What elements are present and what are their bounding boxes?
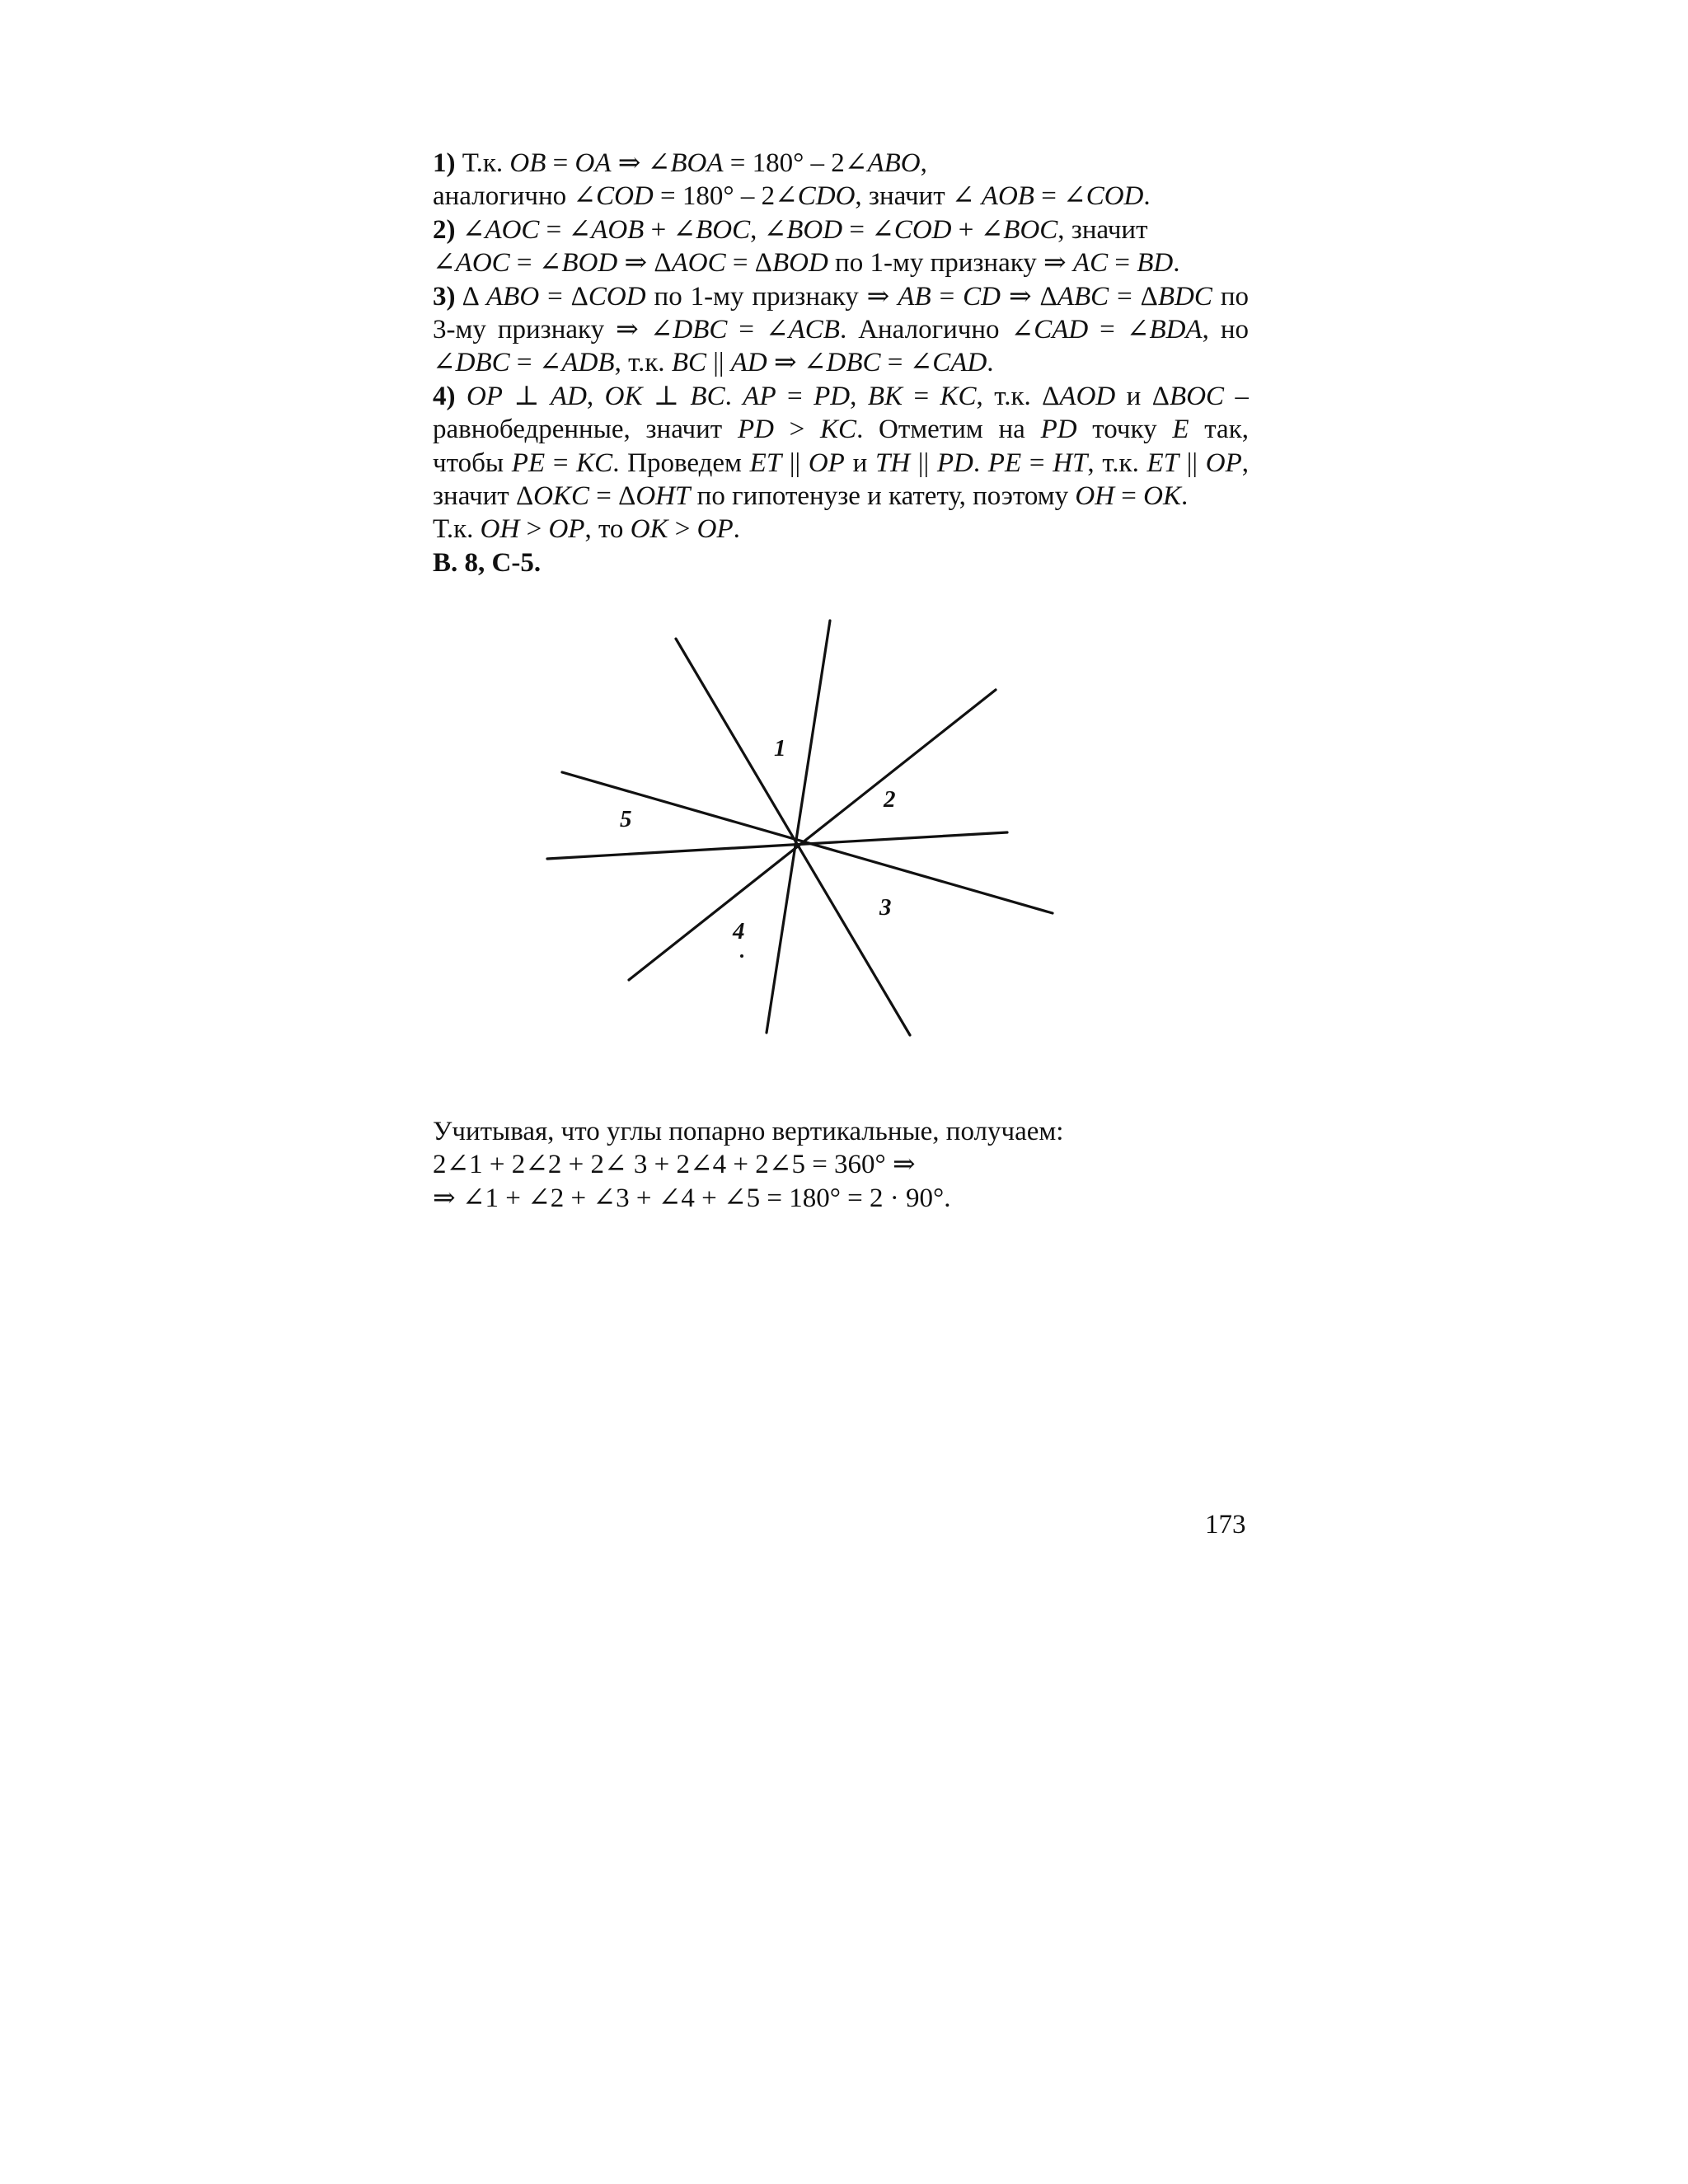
- ray-line-2: [767, 621, 830, 1033]
- text-run: Т.к.: [433, 514, 481, 545]
- text-run: =: [776, 381, 814, 411]
- text-run: чтобы: [433, 448, 512, 478]
- text-run: ⇒ ∠: [767, 348, 827, 378]
- text-run: , т.к. Δ: [976, 381, 1060, 411]
- text-run: ||: [910, 448, 937, 478]
- text-run: .: [1143, 181, 1151, 212]
- text-run: ABO: [486, 281, 540, 312]
- text-run: + ∠: [644, 214, 696, 245]
- text-run: DBC: [826, 348, 881, 378]
- solution-line: [433, 180, 1249, 213]
- text-run: PD: [936, 448, 973, 478]
- text-run: ,: [850, 381, 868, 411]
- angle-label-5: 5: [620, 806, 632, 832]
- text-run: OP: [548, 514, 585, 545]
- text-run: –: [1224, 381, 1249, 411]
- text-run: BC: [671, 348, 706, 378]
- text-run: ACB: [788, 314, 840, 344]
- text-run: COD: [588, 281, 646, 312]
- text-run: . Отметим на: [856, 415, 1041, 445]
- text-run: , значит: [1057, 214, 1148, 245]
- angle-label-3: 3: [879, 894, 892, 921]
- text-run: 4): [433, 381, 456, 411]
- text-run: HT: [1053, 448, 1088, 478]
- text-run: =: [1021, 448, 1053, 478]
- text-run: ,: [586, 381, 605, 411]
- text-run: OKC: [533, 480, 590, 511]
- text-run: по: [1212, 281, 1249, 312]
- text-run: , ∠: [750, 214, 787, 245]
- stray-dot: [740, 954, 743, 958]
- text-run: , то: [584, 514, 631, 545]
- text-run: .: [724, 381, 743, 411]
- text-run: TH: [874, 448, 911, 478]
- text-run: =: [545, 448, 577, 478]
- text-run: ∠: [433, 248, 456, 279]
- solution-line: [433, 246, 1249, 279]
- solution-line: [433, 147, 1249, 180]
- text-run: Т.к.: [455, 148, 510, 178]
- angle-label-4: 4: [733, 918, 745, 944]
- text-run: по 1-му признаку ⇒: [828, 248, 1073, 279]
- text-run: .: [973, 448, 988, 478]
- text-run: >: [668, 514, 697, 545]
- text-run: OH: [480, 514, 520, 545]
- text-run: ADB: [561, 348, 615, 378]
- text-run: = ∠: [842, 214, 894, 245]
- text-run: = ∠: [509, 348, 562, 378]
- text-run: AOB: [591, 214, 645, 245]
- text-run: =: [931, 281, 964, 312]
- text-run: AOB: [981, 181, 1034, 212]
- text-run: E: [1172, 415, 1189, 445]
- text-run: OP: [696, 514, 734, 545]
- text-run: = ∠: [880, 348, 933, 378]
- text-run: OP: [1205, 448, 1242, 478]
- text-run: CDO: [797, 181, 856, 212]
- text-run: 1): [433, 148, 456, 178]
- text-run: OH: [1075, 480, 1115, 511]
- text-run: ABO: [867, 148, 921, 178]
- text-run: Δ: [455, 281, 486, 312]
- text-run: .: [733, 514, 740, 545]
- angles-diagram: [528, 593, 1071, 1063]
- text-run: точку: [1076, 415, 1173, 445]
- ray-line-5: [547, 832, 1007, 859]
- text-run: KC: [940, 381, 977, 411]
- solution-line: [433, 280, 1249, 313]
- solution-line: [433, 380, 1249, 413]
- text-run: AOD: [1059, 381, 1116, 411]
- text-run: ||: [706, 348, 731, 378]
- text-run: DBC: [673, 314, 728, 344]
- text-run: ABC: [1057, 281, 1109, 312]
- text-run: AOC: [485, 214, 540, 245]
- text-run: аналогично ∠: [433, 181, 597, 212]
- text-run: = ∠: [1034, 181, 1086, 212]
- text-run: BOD: [786, 214, 843, 245]
- text-run: AC: [1072, 248, 1109, 279]
- text-run: AB: [898, 281, 931, 312]
- text-run: так,: [1189, 415, 1249, 445]
- angles-figure: [528, 593, 1071, 1063]
- text-run: BOA: [670, 148, 724, 178]
- text-run: = ∠: [509, 248, 562, 279]
- text-run: OK: [604, 381, 643, 411]
- text-run: ||: [781, 448, 809, 478]
- text-run: >: [773, 415, 821, 445]
- conclusion-line-1: Учитывая, что углы попарно вертикальные, получаем:: [433, 1117, 1064, 1146]
- text-run: PE: [987, 448, 1022, 478]
- text-run: = ∠: [539, 214, 592, 245]
- text-run: .: [1173, 248, 1180, 279]
- text-run: BK: [867, 381, 903, 411]
- text-run: KC: [576, 448, 613, 478]
- text-run: значит Δ: [433, 480, 534, 511]
- text-run: = ∠: [1088, 314, 1150, 344]
- text-run: COD: [1085, 181, 1144, 212]
- text-run: PD: [814, 381, 851, 411]
- text-run: и Δ: [1115, 381, 1170, 411]
- solution-line: [433, 480, 1249, 513]
- text-run: = ∠: [727, 314, 789, 344]
- text-run: AD: [550, 381, 587, 411]
- text-run: DBC: [455, 348, 510, 378]
- text-run: = Δ: [725, 248, 772, 279]
- solution-text: [433, 147, 1249, 579]
- text-run: PD: [1040, 415, 1077, 445]
- solution-line: [433, 413, 1249, 446]
- text-run: BC: [690, 381, 725, 411]
- text-run: + ∠: [951, 214, 1004, 245]
- text-run: BOC: [696, 214, 751, 245]
- solution-lines: [433, 147, 1249, 546]
- page-number: 173: [1205, 1510, 1246, 1540]
- text-run: AOC: [455, 248, 510, 279]
- text-run: ⇒ Δ: [1000, 281, 1057, 312]
- text-run: ∠: [455, 214, 485, 245]
- text-run: 2): [433, 214, 456, 245]
- conclusion-line-2: 2∠1 + 2∠2 + 2∠ 3 + 2∠4 + 2∠5 = 360° ⇒: [433, 1150, 916, 1180]
- text-run: [456, 382, 467, 411]
- text-run: 3-му признаку ⇒ ∠: [433, 314, 673, 344]
- text-run: OK: [1143, 480, 1181, 511]
- solution-line: [433, 313, 1249, 346]
- text-run: PD: [737, 415, 774, 445]
- text-run: по 1-му признаку ⇒: [645, 281, 898, 312]
- text-run: = Δ: [1109, 281, 1158, 312]
- text-run: BOD: [561, 248, 618, 279]
- ray-line-1: [676, 639, 910, 1035]
- text-run: CD: [963, 281, 1001, 312]
- text-run: . Проведем: [612, 448, 750, 478]
- text-run: COD: [893, 214, 952, 245]
- text-run: BDC: [1157, 281, 1212, 312]
- text-run: CAD: [932, 348, 987, 378]
- text-run: ⊥: [502, 381, 551, 411]
- solution-line: [433, 447, 1249, 480]
- solution-line: [433, 213, 1249, 246]
- text-run: BOD: [771, 248, 828, 279]
- text-run: .: [987, 348, 994, 378]
- text-run: >: [519, 514, 549, 545]
- solution-line: [433, 346, 1249, 379]
- text-run: BD: [1137, 248, 1174, 279]
- text-run: OP: [808, 448, 845, 478]
- text-run: CAD: [1034, 314, 1089, 344]
- angle-label-1: 1: [774, 735, 786, 762]
- text-run: равнобедренные, значит: [433, 415, 738, 445]
- text-run: OK: [630, 514, 668, 545]
- text-run: по гипотенузе и катету, поэтому: [690, 480, 1076, 511]
- text-run: . Аналогично ∠: [839, 314, 1034, 344]
- text-run: BOC: [1170, 381, 1225, 411]
- text-run: ||: [1179, 448, 1206, 478]
- text-run: = Δ: [539, 281, 588, 312]
- text-run: , т.к.: [614, 348, 672, 378]
- text-run: AP: [743, 381, 776, 411]
- text-run: ⊥: [642, 381, 691, 411]
- text-run: ⇒ ∠: [611, 148, 671, 178]
- text-run: =: [903, 381, 940, 411]
- conclusion-line-3: ⇒ ∠1 + ∠2 + ∠3 + ∠4 + ∠5 = 180° = 2 · 90°.: [433, 1183, 951, 1213]
- text-run: = 180° – 2∠: [653, 181, 798, 212]
- text-run: ⇒ Δ: [617, 248, 672, 279]
- solution-line: [433, 513, 1249, 546]
- text-run: COD: [596, 181, 654, 212]
- text-run: 3): [433, 281, 456, 312]
- text-run: , т.к.: [1087, 448, 1147, 478]
- text-run: ∠: [433, 348, 456, 378]
- text-run: OP: [466, 381, 503, 411]
- text-run: и: [844, 448, 875, 478]
- text-run: ,: [920, 148, 927, 178]
- text-run: ,: [1241, 448, 1249, 478]
- conclusion-text: [433, 1115, 1249, 1215]
- text-run: BOC: [1003, 214, 1058, 245]
- text-run: KC: [820, 415, 857, 445]
- text-run: =: [1108, 248, 1137, 279]
- text-run: ET: [1146, 448, 1179, 478]
- text-run: OA: [574, 148, 612, 178]
- text-run: BDA: [1149, 314, 1203, 344]
- text-run: PE: [511, 448, 546, 478]
- text-run: = Δ: [589, 480, 636, 511]
- text-run: AD: [730, 348, 767, 378]
- text-run: .: [1181, 480, 1189, 511]
- angle-label-2: 2: [884, 786, 896, 813]
- text-run: OHT: [635, 480, 691, 511]
- text-run: =: [1114, 480, 1144, 511]
- text-run: AOC: [671, 248, 726, 279]
- text-run: = 180° – 2∠: [723, 148, 868, 178]
- section-heading: В. 8, С-5.: [433, 547, 542, 578]
- text-run: ET: [749, 448, 782, 478]
- text-run: , значит ∠: [855, 181, 982, 212]
- text-run: , но: [1202, 314, 1249, 344]
- text-run: =: [546, 148, 575, 178]
- text-run: OB: [509, 148, 546, 178]
